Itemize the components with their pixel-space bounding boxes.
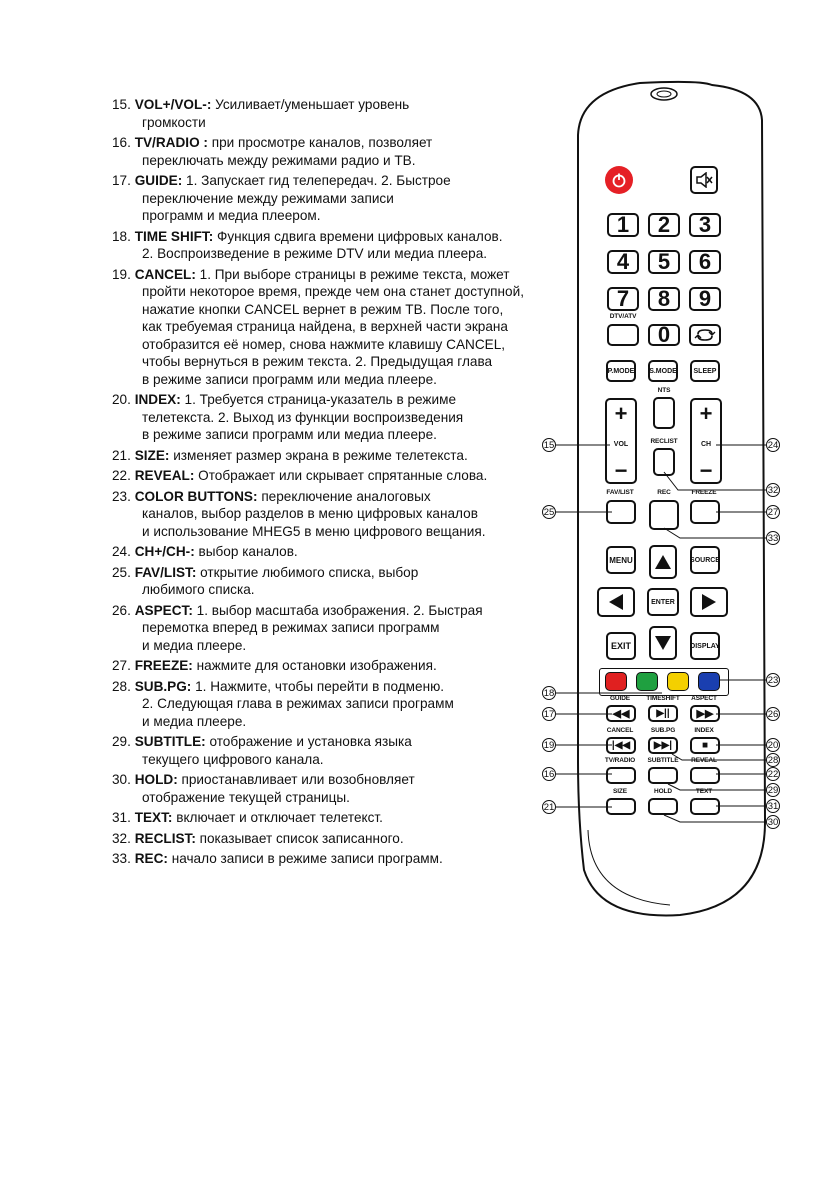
digit-2-button[interactable]: 2	[648, 213, 680, 237]
item-line: при просмотре каналов, позволяет	[211, 135, 433, 150]
item-number: 20.	[112, 392, 131, 407]
digit-8-button[interactable]: 8	[648, 287, 680, 311]
item-line: любимого списка.	[142, 582, 255, 597]
channel-down-icon[interactable]: −	[699, 458, 713, 483]
item-key: ASPECT:	[134, 602, 193, 618]
item-line: Усиливает/уменьшает уровень	[215, 97, 410, 112]
item-key: TV/RADIO :	[134, 135, 208, 150]
rec-button[interactable]	[649, 500, 679, 530]
right-arrow-icon	[701, 593, 717, 611]
item-number: 15.	[112, 97, 131, 112]
callout-31: 31	[767, 800, 779, 812]
callout-18: 18	[543, 687, 555, 699]
item-key: VOL+/VOL-:	[134, 97, 212, 112]
item-line: открытие любимого списка, выбор	[200, 564, 419, 580]
item-number: 18.	[112, 228, 131, 244]
item-key: HOLD:	[134, 772, 178, 787]
callout-16: 16	[543, 768, 555, 780]
digit-7-button[interactable]: 7	[607, 287, 639, 311]
size-button[interactable]	[606, 798, 636, 815]
item-line: телетекста. 2. Выход из функции воспроизведения	[142, 409, 464, 425]
reveal-button[interactable]	[690, 767, 720, 784]
item-key: CH+/CH-:	[134, 544, 195, 559]
favlist-button[interactable]	[606, 500, 636, 524]
item-key: FREEZE:	[134, 658, 193, 673]
text-button[interactable]	[690, 798, 720, 815]
up-arrow-button[interactable]	[649, 545, 677, 579]
nts-label: NTS	[657, 387, 671, 394]
digit-9-button[interactable]: 9	[689, 287, 721, 311]
item-line: программ и медиа плеером.	[142, 208, 321, 223]
item-number: 23.	[112, 488, 131, 504]
callout-20: 20	[767, 739, 779, 751]
yellow-button[interactable]	[667, 672, 689, 691]
item-line: нажмите для остановки изображения.	[196, 658, 437, 673]
item-number: 22.	[112, 468, 131, 483]
item-line: переключение аналоговых	[261, 488, 431, 504]
item-key: SUBTITLE:	[134, 734, 206, 749]
play-pause-icon: ▶||	[656, 708, 670, 719]
exit-button[interactable]: EXIT	[606, 632, 636, 660]
cancel-button[interactable]	[606, 737, 636, 754]
dtv-atv-label: DTV/ATV	[609, 313, 637, 320]
item-line: каналов, выбор разделов в меню цифровых каналов	[142, 506, 478, 521]
item-key: RECLIST:	[134, 830, 196, 846]
rewind-icon: ◀◀	[612, 708, 630, 720]
item-number: 28.	[112, 678, 131, 694]
item-number: 16.	[112, 135, 131, 150]
item-line: 1. Запускает гид телепередач. 2. Быстрое	[186, 173, 451, 188]
tvradio-button[interactable]	[606, 767, 636, 784]
item-line: переключение между режимами записи	[142, 190, 394, 206]
display-button[interactable]: DISPLAY	[690, 632, 720, 660]
item-key: FAV/LIST:	[134, 564, 197, 580]
channel-label: CH	[700, 440, 712, 448]
item-line: перемотка вперед в режимах записи программ	[142, 620, 440, 635]
item-number: 27.	[112, 658, 131, 673]
item-line: показывает список записанного.	[199, 830, 404, 846]
index-label: INDEX	[694, 727, 714, 734]
digit-5-button[interactable]: 5	[648, 250, 680, 274]
sound-mode-button[interactable]: S.MODE	[648, 360, 678, 382]
item-line: включает и отключает телетекст.	[176, 810, 383, 825]
item-line: 2. Воспроизведение в режиме DTV или медиа плеера.	[142, 246, 488, 261]
callout-23: 23	[767, 674, 779, 686]
callout-15: 15	[543, 439, 555, 451]
down-arrow-icon	[654, 635, 672, 651]
down-arrow-button[interactable]	[649, 626, 677, 660]
item-number: 33.	[112, 851, 131, 866]
item-line: отобразится её номер, снова нажмите клавишу CANCEL,	[142, 336, 506, 352]
item-key: CANCEL:	[134, 266, 196, 282]
aspect-button[interactable]	[690, 705, 720, 722]
timeshift-label: TIMESHIFT	[646, 695, 680, 702]
recall-button[interactable]	[689, 324, 721, 346]
power-icon	[611, 172, 627, 188]
digit-4-button[interactable]: 4	[607, 250, 639, 274]
item-key: INDEX:	[134, 392, 181, 407]
mute-button[interactable]	[690, 166, 718, 194]
rec-label: REC	[657, 489, 671, 496]
item-number: 32.	[112, 830, 131, 846]
next-icon: ▶▶|	[653, 740, 673, 751]
volume-down-icon[interactable]: −	[614, 458, 628, 483]
item-line: 1. выбор масштаба изображения. 2. Быстрая	[196, 602, 483, 618]
callout-22: 22	[767, 768, 779, 780]
subtitle-label: SUBTITLE	[647, 757, 679, 764]
item-line: и медиа плеере.	[142, 713, 247, 729]
favlist-label: FAV/LIST	[606, 489, 634, 496]
volume-label: VOL	[613, 440, 629, 448]
ir-window	[651, 88, 677, 100]
aspect-label: ASPECT	[691, 695, 717, 702]
callout-30: 30	[767, 816, 779, 828]
text-label: TEXT	[695, 788, 713, 795]
callout-21: 21	[543, 801, 555, 813]
callout-26: 26	[767, 708, 779, 720]
guide-button[interactable]	[606, 705, 636, 722]
digit-3-button[interactable]: 3	[689, 213, 721, 237]
item-line: 1. Нажмите, чтобы перейти в подменю.	[195, 678, 445, 694]
volume-up-icon[interactable]: +	[614, 401, 628, 426]
size-label: SIZE	[612, 788, 628, 795]
reclist-label: RECLIST	[650, 438, 678, 445]
item-key: TEXT:	[134, 810, 173, 825]
callout-17: 17	[543, 708, 555, 720]
left-arrow-button[interactable]	[597, 587, 635, 617]
item-line: выбор каналов.	[198, 544, 298, 559]
subtitle-button[interactable]	[648, 767, 678, 784]
item-key: GUIDE:	[134, 173, 183, 188]
up-arrow-icon	[654, 554, 672, 570]
green-button[interactable]	[636, 672, 658, 691]
item-number: 30.	[112, 772, 131, 787]
index-button[interactable]	[690, 737, 720, 754]
right-arrow-button[interactable]	[690, 587, 728, 617]
item-key: REC:	[134, 851, 168, 866]
item-key: COLOR BUTTONS:	[134, 488, 258, 504]
callout-33: 33	[767, 532, 779, 544]
item-number: 19.	[112, 266, 131, 282]
item-number: 17.	[112, 173, 131, 188]
mute-icon	[695, 172, 713, 188]
nts-button[interactable]	[653, 397, 675, 429]
item-number: 21.	[112, 447, 131, 463]
picture-mode-button[interactable]: P.MODE	[606, 360, 636, 382]
fast-forward-icon: ▶▶	[696, 708, 714, 720]
item-line: начало записи в режиме записи программ.	[171, 851, 443, 866]
item-line: нажатие кнопки CANCEL вернет в режим ТВ. После того,	[142, 301, 504, 317]
callout-28: 28	[767, 754, 779, 766]
previous-icon: |◀◀	[611, 740, 631, 751]
timeshift-button[interactable]	[648, 705, 678, 722]
item-line: текущего цифрового канала.	[142, 751, 324, 767]
item-number: 24.	[112, 544, 131, 559]
item-line: громкости	[142, 114, 206, 130]
item-key: SIZE:	[134, 447, 170, 463]
item-line: 1. Требуется страница-указатель в режиме	[184, 392, 457, 407]
callout-32: 32	[767, 484, 779, 496]
item-number: 31.	[112, 810, 131, 825]
callout-24: 24	[767, 439, 779, 451]
item-line: отображение текущей страницы.	[142, 789, 350, 805]
item-line: Функция сдвига времени цифровых каналов.	[217, 228, 503, 244]
freeze-label: FREEZE	[691, 489, 717, 496]
item-line: Отображает или скрывает спрятанные слова.	[198, 468, 488, 483]
reclist-button[interactable]	[653, 448, 675, 476]
item-key: REVEAL:	[134, 468, 195, 483]
item-line: изменяет размер экрана в режиме телетекста.	[173, 447, 468, 463]
item-line: в режиме записи программ или медиа плеере.	[142, 427, 437, 442]
item-line: как требуемая страница найдена, в верхней части экрана	[142, 319, 508, 334]
callout-29: 29	[767, 784, 779, 796]
item-line: 2. Следующая глава в режимах записи программ	[142, 696, 454, 711]
digit-1-button[interactable]: 1	[607, 213, 639, 237]
channel-rocker[interactable]	[690, 398, 722, 484]
item-line: чтобы вернуться в режим текста. 2. Предыдущая глава	[142, 354, 493, 369]
callout-19: 19	[543, 739, 555, 751]
digit-6-button[interactable]: 6	[689, 250, 721, 274]
tvradio-label: TV/RADIO	[604, 757, 636, 764]
volume-rocker[interactable]	[605, 398, 637, 484]
menu-button[interactable]: MENU	[606, 546, 636, 574]
left-arrow-icon	[608, 593, 624, 611]
callout-25: 25	[543, 506, 555, 518]
guide-label: GUIDE	[609, 695, 631, 702]
power-button[interactable]	[605, 166, 633, 194]
item-line: приостанавливает или возобновляет	[181, 772, 415, 787]
digit-0-button[interactable]: 0	[648, 324, 680, 346]
item-line: отображение и установка языка	[209, 734, 412, 749]
item-key: SUB.PG:	[134, 678, 192, 694]
item-line: в режиме записи программ или медиа плеере.	[142, 371, 437, 387]
reveal-label: REVEAL	[691, 757, 717, 764]
item-line: переключать между режимами радио и ТВ.	[142, 152, 416, 168]
item-line: 1. При выборе страницы в режиме текста, может	[199, 266, 510, 282]
freeze-button[interactable]	[690, 500, 720, 524]
item-number: 26.	[112, 602, 131, 618]
channel-up-icon[interactable]: +	[699, 401, 713, 426]
cancel-label: CANCEL	[606, 727, 634, 734]
red-button[interactable]	[605, 672, 627, 691]
hold-button[interactable]	[648, 798, 678, 815]
item-key: TIME SHIFT:	[134, 228, 214, 244]
enter-button[interactable]: ENTER	[647, 588, 679, 616]
callout-27: 27	[767, 506, 779, 518]
item-number: 25.	[112, 564, 131, 580]
item-line: и медиа плеере.	[142, 637, 247, 653]
hold-label: HOLD	[653, 788, 672, 795]
subpg-label: SUB.PG	[650, 727, 676, 734]
source-button[interactable]: SOURCE	[690, 546, 720, 574]
subpg-button[interactable]	[648, 737, 678, 754]
recall-icon	[694, 328, 716, 342]
item-line: пройти некоторое время, прежде чем она станет доступной,	[142, 284, 524, 299]
item-number: 29.	[112, 734, 131, 749]
dtv-atv-button[interactable]	[607, 324, 639, 346]
item-line: и использование MHEG5 в меню цифрового вещания.	[142, 523, 486, 539]
sleep-button[interactable]: SLEEP	[690, 360, 720, 382]
stop-icon: ■	[701, 740, 709, 751]
blue-button[interactable]	[698, 672, 720, 691]
